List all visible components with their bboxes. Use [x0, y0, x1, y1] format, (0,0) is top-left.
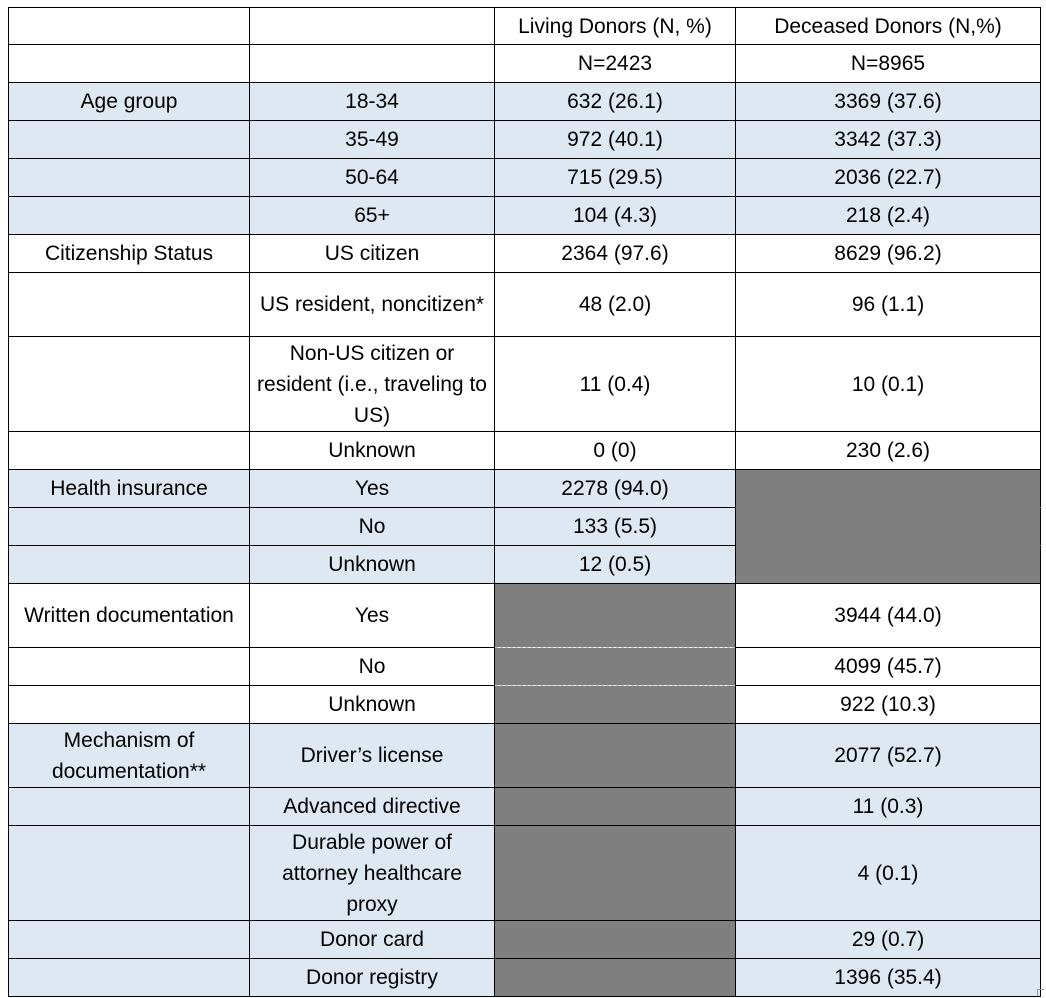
category-label: Non-US citizen or resident (i.e., traveling to US)	[250, 337, 495, 432]
category-label: No	[250, 648, 495, 686]
group-label	[9, 686, 250, 724]
deceased-value: 8629 (96.2)	[736, 235, 1041, 273]
shaded-na-cell	[736, 546, 1041, 584]
category-label: Yes	[250, 470, 495, 508]
living-value: 104 (4.3)	[495, 197, 736, 235]
table-row	[9, 432, 1041, 470]
n-row	[9, 45, 1041, 83]
living-value: 0 (0)	[495, 432, 736, 470]
group-label: Citizenship Status	[9, 235, 250, 273]
living-value: 2364 (97.6)	[495, 235, 736, 273]
group-label	[9, 159, 250, 197]
category-label: US citizen	[250, 235, 495, 273]
deceased-value: 2036 (22.7)	[736, 159, 1041, 197]
header-row	[9, 8, 1041, 45]
table-row	[9, 197, 1041, 235]
living-value: 133 (5.5)	[495, 508, 736, 546]
shaded-na-cell	[495, 686, 736, 724]
shaded-na-cell	[495, 921, 736, 959]
living-value: 972 (40.1)	[495, 121, 736, 159]
living-value: 2278 (94.0)	[495, 470, 736, 508]
group-label	[9, 826, 250, 921]
group-label	[9, 788, 250, 826]
deceased-value: 3369 (37.6)	[736, 83, 1041, 121]
deceased-value: 29 (0.7)	[736, 921, 1041, 959]
table-row	[9, 159, 1041, 197]
group-label	[9, 648, 250, 686]
table-row	[9, 273, 1041, 337]
deceased-value: 218 (2.4)	[736, 197, 1041, 235]
group-label: Written documentation	[9, 584, 250, 648]
category-label: 65+	[250, 197, 495, 235]
group-label	[9, 546, 250, 584]
deceased-value: 922 (10.3)	[736, 686, 1041, 724]
shaded-na-cell	[495, 724, 736, 788]
group-label	[9, 921, 250, 959]
group-label	[9, 432, 250, 470]
table-row	[9, 235, 1041, 273]
living-value: 48 (2.0)	[495, 273, 736, 337]
donor-characteristics-table	[8, 7, 1041, 997]
living-value: 11 (0.4)	[495, 337, 736, 432]
deceased-value: 2077 (52.7)	[736, 724, 1041, 788]
category-label: 50-64	[250, 159, 495, 197]
deceased-value: 11 (0.3)	[736, 788, 1041, 826]
category-label: Durable power of attorney healthcare proxy	[250, 826, 495, 921]
table-row	[9, 508, 1041, 546]
table-row	[9, 826, 1041, 921]
deceased-value: 3342 (37.3)	[736, 121, 1041, 159]
category-label: Driver’s license	[250, 724, 495, 788]
category-label: 18-34	[250, 83, 495, 121]
table-row	[9, 470, 1041, 508]
deceased-value: 4 (0.1)	[736, 826, 1041, 921]
table-row	[9, 921, 1041, 959]
table-row	[9, 788, 1041, 826]
shaded-na-cell	[495, 959, 736, 997]
category-label: Unknown	[250, 432, 495, 470]
header-living-donors: Living Donors (N, %)	[495, 8, 736, 45]
table-row	[9, 686, 1041, 724]
group-label: Age group	[9, 83, 250, 121]
group-label: Health insurance	[9, 470, 250, 508]
category-label: Yes	[250, 584, 495, 648]
group-label	[9, 508, 250, 546]
n-empty-cell	[9, 45, 250, 83]
group-label	[9, 959, 250, 997]
category-label: No	[250, 508, 495, 546]
group-label	[9, 273, 250, 337]
shaded-na-cell	[495, 826, 736, 921]
shaded-na-cell	[495, 788, 736, 826]
table-row	[9, 959, 1041, 997]
living-value: 632 (26.1)	[495, 83, 736, 121]
shaded-na-cell	[736, 508, 1041, 546]
deceased-value: 1396 (35.4)	[736, 959, 1041, 997]
n-empty-cell	[250, 45, 495, 83]
table-row	[9, 83, 1041, 121]
category-label: Unknown	[250, 686, 495, 724]
n-living: N=2423	[495, 45, 736, 83]
table-row	[9, 546, 1041, 584]
category-label: Donor card	[250, 921, 495, 959]
deceased-value: 230 (2.6)	[736, 432, 1041, 470]
deceased-value: 3944 (44.0)	[736, 584, 1041, 648]
header-empty-cell	[250, 8, 495, 45]
resize-corner-mark	[1037, 989, 1044, 996]
table-row	[9, 337, 1041, 432]
deceased-value: 4099 (45.7)	[736, 648, 1041, 686]
group-label	[9, 337, 250, 432]
category-label: 35-49	[250, 121, 495, 159]
deceased-value: 10 (0.1)	[736, 337, 1041, 432]
shaded-na-cell	[495, 584, 736, 648]
table-row	[9, 724, 1041, 788]
group-label: Mechanism of documentation**	[9, 724, 250, 788]
header-deceased-donors: Deceased Donors (N,%)	[736, 8, 1041, 45]
category-label: US resident, noncitizen*	[250, 273, 495, 337]
living-value: 715 (29.5)	[495, 159, 736, 197]
shaded-na-cell	[495, 648, 736, 686]
category-label: Donor registry	[250, 959, 495, 997]
table-row	[9, 648, 1041, 686]
n-deceased: N=8965	[736, 45, 1041, 83]
category-label: Unknown	[250, 546, 495, 584]
group-label	[9, 197, 250, 235]
shaded-na-cell	[736, 470, 1041, 508]
category-label: Advanced directive	[250, 788, 495, 826]
header-empty-cell	[9, 8, 250, 45]
deceased-value: 96 (1.1)	[736, 273, 1041, 337]
table-row	[9, 584, 1041, 648]
table-row	[9, 121, 1041, 159]
group-label	[9, 121, 250, 159]
living-value: 12 (0.5)	[495, 546, 736, 584]
